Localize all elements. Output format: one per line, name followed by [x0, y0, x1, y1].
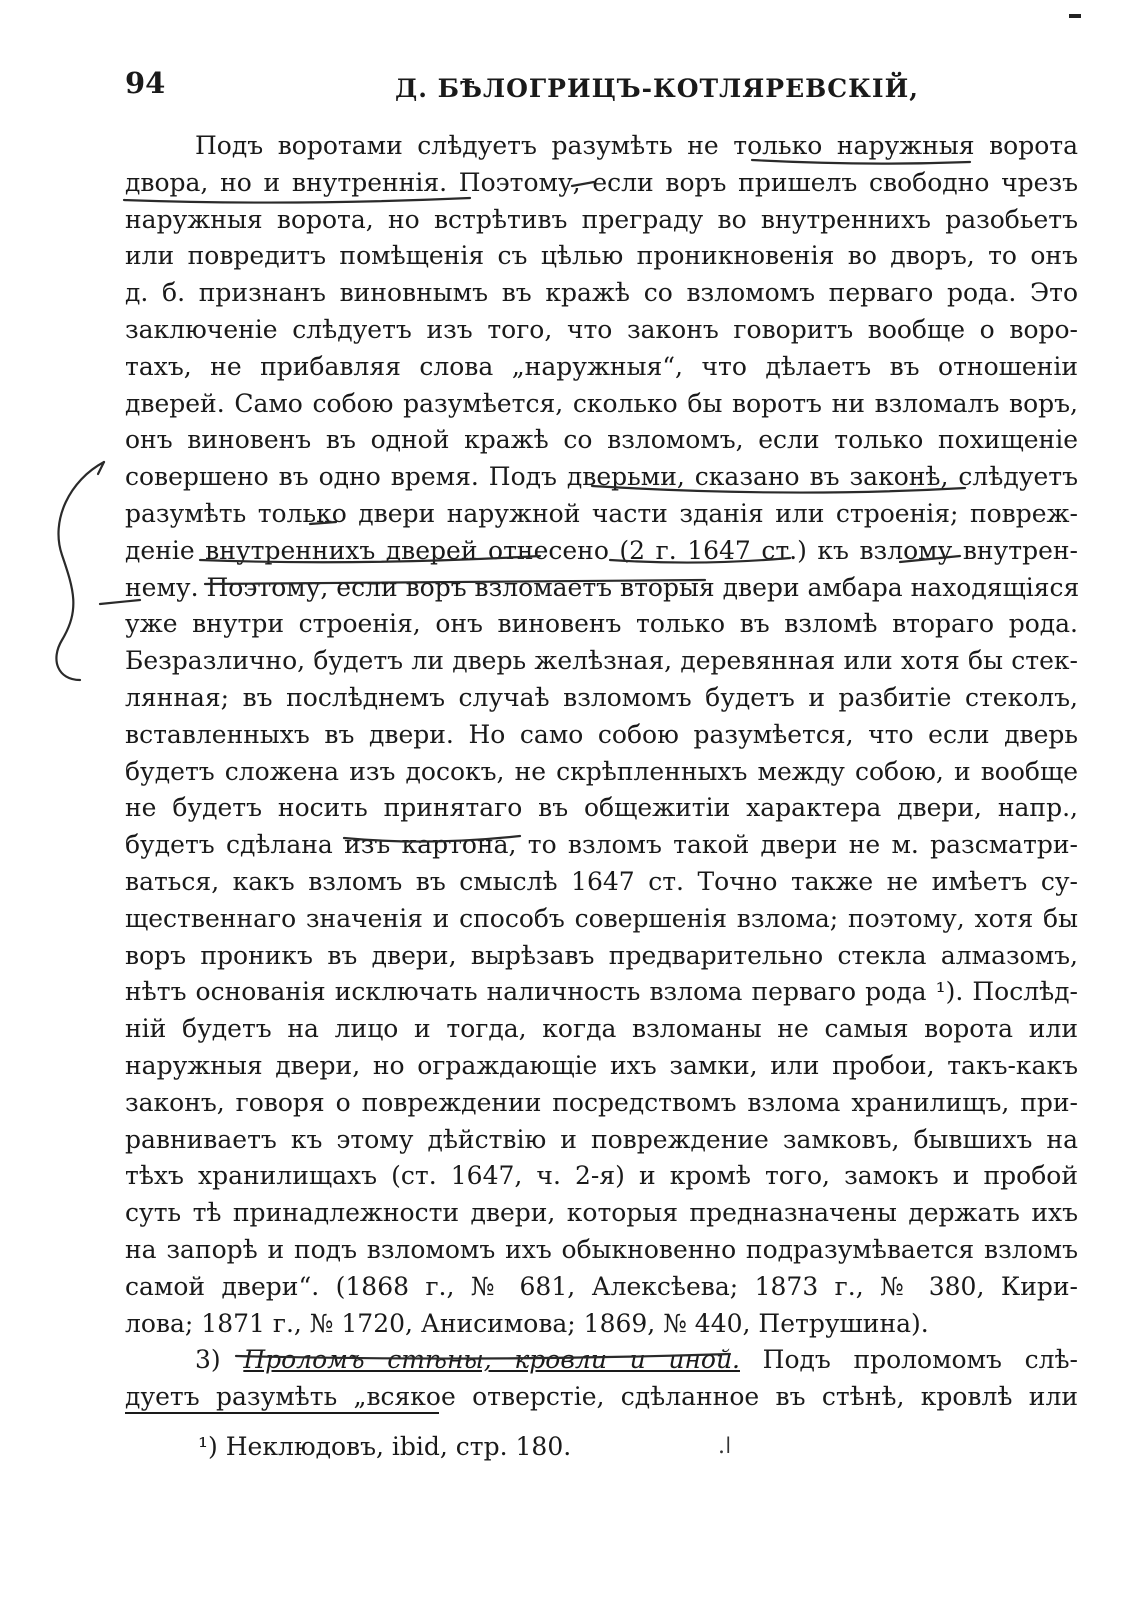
section-number: 3) — [195, 1345, 221, 1375]
text-line: вставленныхъ въ двери. Но само собою разумѣется, что если дверь — [125, 719, 1078, 749]
text-line: наружныя ворота, но встрѣтивъ преграду во внутреннихъ разобьетъ — [125, 204, 1078, 234]
underline-mark — [592, 486, 965, 493]
margin-bracket — [56, 462, 104, 680]
underline-mark — [344, 836, 520, 842]
underline-mark — [310, 522, 336, 524]
text-line: двора, но и внутреннія. Поэтому, если воръ пришелъ свободно чрезъ — [125, 167, 1078, 197]
text-line: разумѣть только двери наружной части зданія или строенія; повреж- — [125, 498, 1078, 528]
underline-mark — [572, 182, 594, 186]
running-head: Д. БѢЛОГРИЦЪ-КОТЛЯРЕВСКІЙ, — [395, 74, 919, 103]
text-line: онъ виновенъ въ одной кражѣ со взломомъ, если только похищеніе — [125, 425, 1078, 455]
text-fragment: Подъ проломомъ слѣ- — [740, 1345, 1078, 1375]
text-line: воръ проникъ въ двери, вырѣзавъ предварительно стекла алмазомъ, — [125, 940, 1078, 970]
text-line: будетъ сдѣлана изъ картона, то взломъ такой двери не м. разсматри- — [125, 830, 1078, 860]
text-line: будетъ сложена изъ досокъ, не скрѣпленныхъ между собою, и вообще — [125, 756, 1078, 786]
underline-mark — [610, 558, 790, 563]
text-line: суть тѣ принадлежности двери, которыя предназначены держать ихъ — [125, 1198, 1078, 1228]
underline-mark — [200, 556, 540, 562]
underline-mark — [752, 160, 970, 164]
text-line: д. б. признанъ виновнымъ въ кражѣ со взломомъ перваго рода. Это — [125, 278, 1078, 308]
text-line: заключеніе слѣдуетъ изъ того, что законъ говоритъ вообще о воро- — [125, 314, 1078, 344]
text-line: Безразлично, будетъ ли дверь желѣзная, деревянная или хотя бы стек- — [125, 646, 1078, 676]
text-line: нему. Поэтому, если воръ взломаетъ вторыя двери амбара находящіяся — [125, 572, 1080, 602]
text-line: дуетъ разумѣть „всякое отверстіе, сдѣланное въ стѣнѣ, кровлѣ или — [125, 1382, 1078, 1412]
text-line: уже внутри строенія, онъ виновенъ только въ взломѣ втораго рода. — [125, 609, 1078, 639]
section-heading: Проломъ стѣны, кровли и иной. — [243, 1345, 740, 1375]
text-line: законъ, говоря о повреждении посредствомъ взлома хранилищъ, при- — [125, 1087, 1078, 1117]
text-line: дверей. Само собою разумѣется, сколько бы воротъ ни взломалъ воръ, — [125, 388, 1078, 418]
text-line: не будетъ носить принятаго въ общежитіи характера двери, напр., — [125, 793, 1078, 823]
text-line: тѣхъ хранилищахъ (ст. 1647, ч. 2-я) и кромѣ того, замокъ и пробой — [125, 1161, 1078, 1191]
text-line: деніе внутреннихъ дверей отнесено (2 г. 1647 ст.) къ взлому внутрен- — [125, 535, 1078, 565]
text-line: Подъ воротами слѣдуетъ разумѣть не только наружныя ворота — [195, 131, 1078, 160]
page-number: 94 — [125, 66, 166, 100]
underline-mark — [900, 556, 960, 562]
text-line: щественнаго значенія и способъ совершенія взлома; поэтому, хотя бы — [125, 903, 1078, 933]
text-line: самой двери“. (1868 г., № 681, Алексѣева; 1873 г., № 380, Кири- — [125, 1271, 1078, 1301]
underline-mark — [205, 580, 705, 584]
text-line: лова; 1871 г., № 1720, Анисимова; 1869, № 440, Петрушина). — [125, 1308, 929, 1338]
text-line: нѣтъ основанія исключать наличность взлома перваго рода ¹). Послѣд- — [125, 977, 1078, 1007]
underline-mark — [124, 198, 470, 203]
text-line: равниваетъ къ этому дѣйствію и повреждение замковъ, бывшихъ на — [125, 1124, 1078, 1154]
text-line: лянная; въ послѣднемъ случаѣ взломомъ будетъ и разбитіе стеколъ, — [125, 682, 1078, 712]
footnote-rule — [125, 1412, 439, 1414]
text-line: тахъ, не прибавляя слова „наружныя“, что дѣлаетъ въ отношеніи — [125, 351, 1078, 381]
text-line: на запорѣ и подъ взломомъ ихъ обыкновенно подразумѣвается взломъ — [125, 1234, 1078, 1264]
text-line: наружныя двери, но ограждающіе ихъ замки, или пробои, такъ-какъ — [125, 1050, 1078, 1080]
stray-mark: .ǀ — [718, 1434, 732, 1459]
footnote: ¹) Неклюдовъ, ibid, стр. 180. — [198, 1432, 572, 1461]
text-line: совершено въ одно время. Подъ дверьми, сказано въ законѣ, слѣдуетъ — [125, 462, 1078, 492]
text-line: ваться, какъ взломъ въ смыслѣ 1647 ст. Точно также не имѣетъ су- — [125, 866, 1078, 896]
underline-mark — [236, 1354, 730, 1359]
underline-mark — [100, 600, 140, 604]
text-line: ній будетъ на лицо и тогда, когда взломаны не самыя ворота или — [125, 1014, 1078, 1044]
text-line: или повредитъ помѣщенія съ цѣлью проникновенія во дворъ, то онъ — [125, 241, 1078, 271]
